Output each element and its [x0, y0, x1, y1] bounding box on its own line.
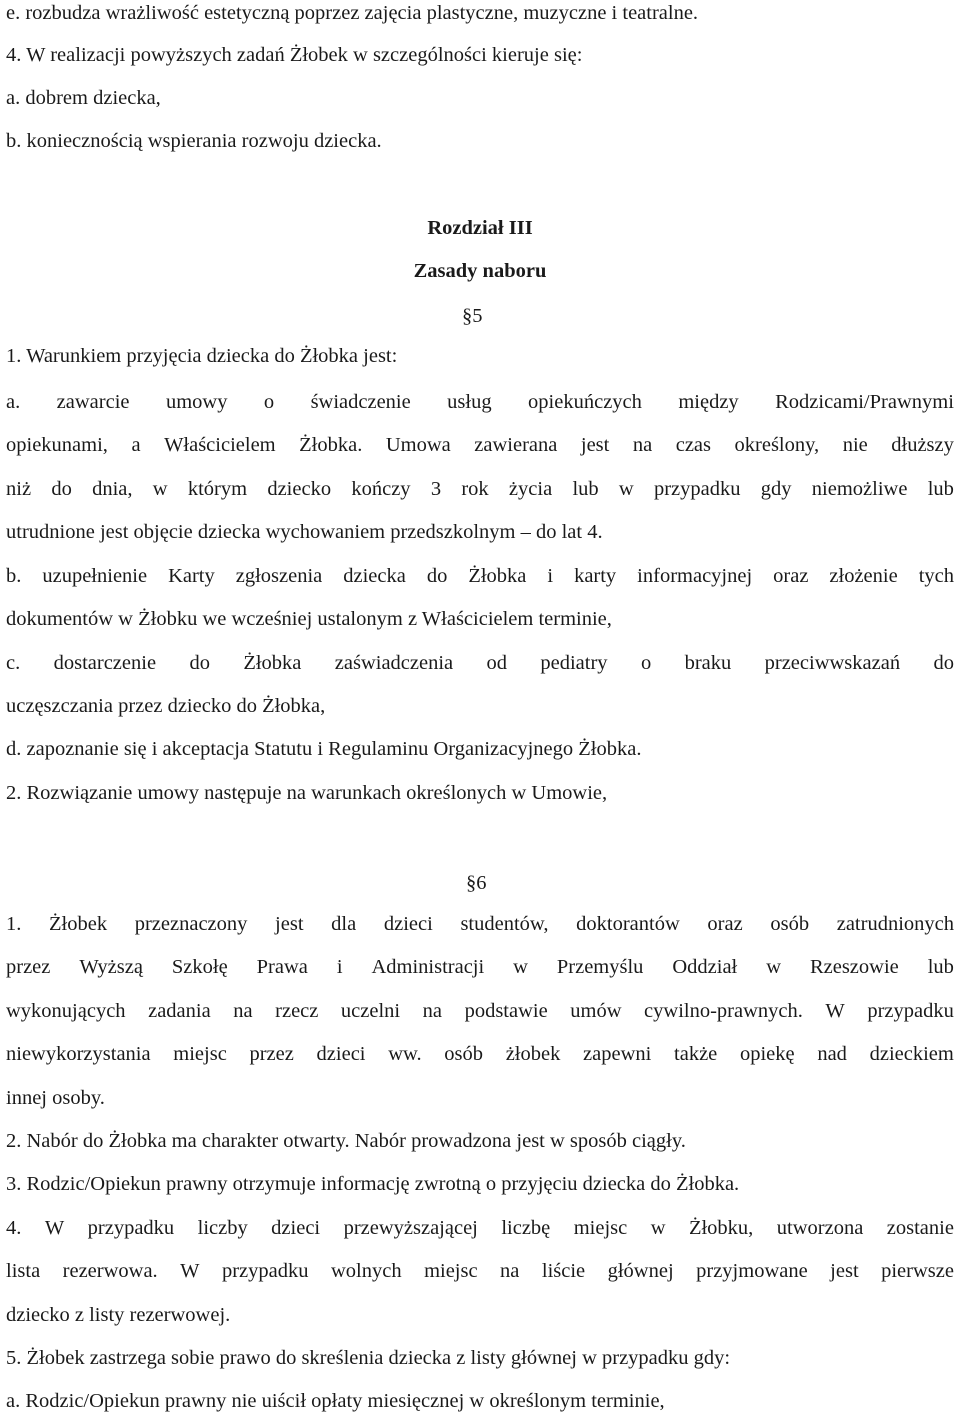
text-line: b. uzupełnienie Karty zgłoszenia dziecka do Żłobka i karty informacyjnej oraz złożenie tych: [6, 565, 954, 587]
text-line: dziecko z listy rezerwowej.: [6, 1304, 231, 1326]
text-line: b. koniecznością wspierania rozwoju dziecka.: [6, 130, 382, 152]
text-line: innej osoby.: [6, 1087, 105, 1109]
text-line: d. zapoznanie się i akceptacja Statutu i Regulaminu Organizacyjnego Żłobka.: [6, 738, 642, 760]
text-line: niewykorzystania miejsc przez dzieci ww. osób żłobek zapewni także opiekę nad dzieckiem: [6, 1043, 954, 1065]
chapter-title: Zasady naboru: [413, 260, 547, 282]
text-line: niż do dnia, w którym dziecko kończy 3 rok życia lub w przypadku gdy niemożliwe lub: [6, 478, 954, 500]
text-line: 1. Żłobek przeznaczony jest dla dzieci studentów, doktorantów oraz osób zatrudnionych: [6, 913, 954, 935]
text-line: wykonujących zadania na rzecz uczelni na podstawie umów cywilno-prawnych. W przypadku: [6, 1000, 954, 1022]
text-line: 2. Nabór do Żłobka ma charakter otwarty. Nabór prowadzona jest w sposób ciągły.: [6, 1130, 686, 1152]
text-line: opiekunami, a Właścicielem Żłobka. Umowa zawierana jest na czas określony, nie dłuższy: [6, 434, 954, 456]
section-mark-6: §6: [466, 872, 487, 894]
text-line: a. dobrem dziecka,: [6, 87, 161, 109]
text-line: uczęszczania przez dziecko do Żłobka,: [6, 695, 326, 717]
text-line: a. zawarcie umowy o świadczenie usług opiekuńczych między Rodzicami/Prawnymi: [6, 391, 954, 413]
section-mark-5: §5: [462, 305, 483, 327]
text-line: 4. W realizacji powyższych zadań Żłobek w szczególności kieruje się:: [6, 44, 583, 66]
text-line: przez Wyższą Szkołę Prawa i Administracji w Przemyślu Oddział w Rzeszowie lub: [6, 956, 954, 978]
text-line: 3. Rodzic/Opiekun prawny otrzymuje informację zwrotną o przyjęciu dziecka do Żłobka.: [6, 1173, 740, 1195]
text-line: 1. Warunkiem przyjęcia dziecka do Żłobka jest:: [6, 345, 398, 367]
text-line: lista rezerwowa. W przypadku wolnych miejsc na liście głównej przyjmowane jest pierwsze: [6, 1260, 954, 1282]
text-line: c. dostarczenie do Żłobka zaświadczenia od pediatry o braku przeciwwskazań do: [6, 652, 954, 674]
text-line: a. Rodzic/Opiekun prawny nie uiścił opłaty miesięcznej w określonym terminie,: [6, 1390, 665, 1412]
chapter-number: Rozdział III: [427, 217, 533, 239]
text-line: dokumentów w Żłobku we wcześniej ustalonym z Właścicielem terminie,: [6, 608, 612, 630]
text-line: 4. W przypadku liczby dzieci przewyższającej liczbę miejsc w Żłobku, utworzona zostanie: [6, 1217, 954, 1239]
text-line: e. rozbudza wrażliwość estetyczną poprzez zajęcia plastyczne, muzyczne i teatralne.: [6, 2, 699, 24]
text-line: utrudnione jest objęcie dziecka wychowaniem przedszkolnym – do lat 4.: [6, 521, 603, 543]
text-line: 2. Rozwiązanie umowy następuje na warunkach określonych w Umowie,: [6, 782, 608, 804]
text-line: 5. Żłobek zastrzega sobie prawo do skreślenia dziecka z listy głównej w przypadku gdy:: [6, 1347, 731, 1369]
